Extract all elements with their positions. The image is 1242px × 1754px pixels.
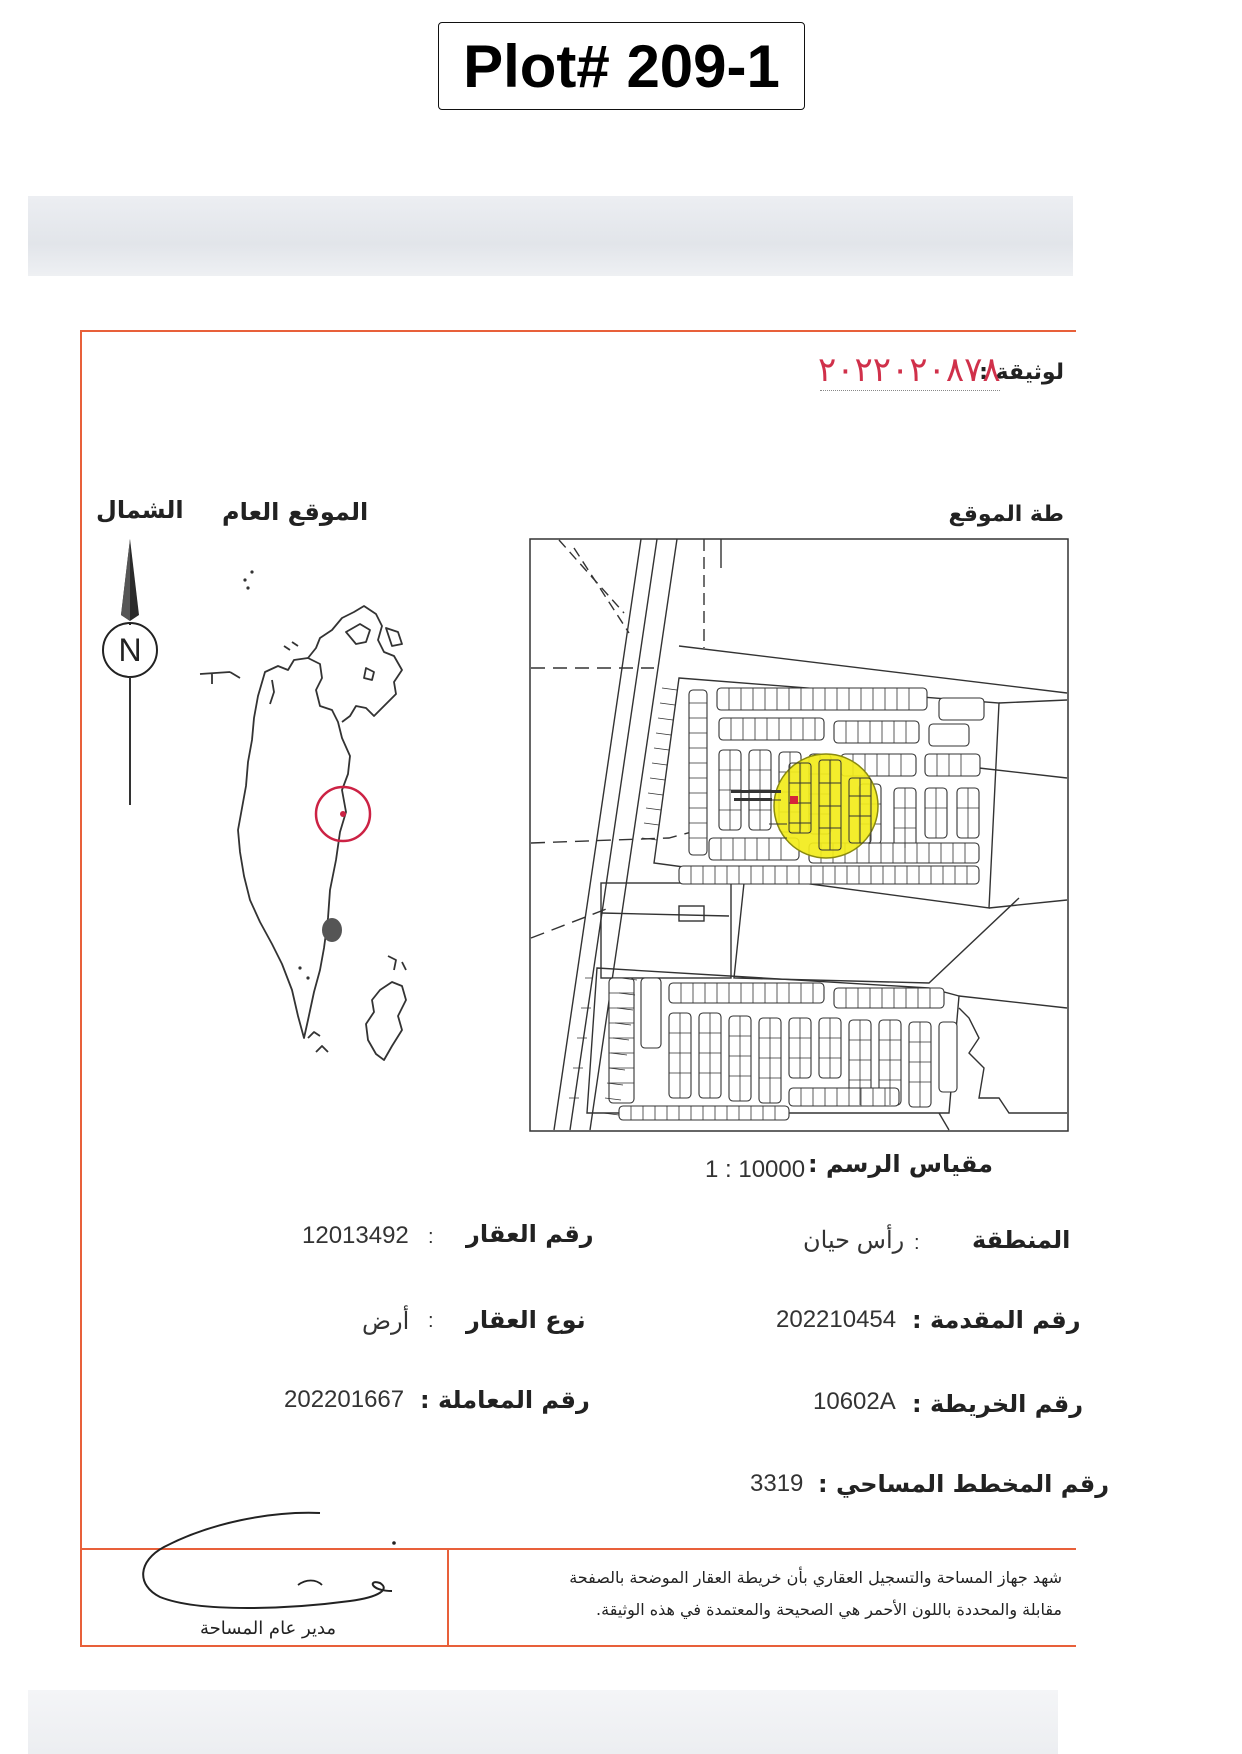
signatory-title: مدير عام المساحة [200, 1618, 337, 1639]
certification-line-1: شهد جهاز المساحة والتسجيل العقاري بأن خريطة العقار الموضحة بالصفحة [569, 1568, 1062, 1587]
survey-plan-label: رقم المخطط المساحي : [818, 1470, 1110, 1498]
site-location-map [529, 538, 1069, 1132]
survey-plan-value: 3319 [750, 1470, 804, 1497]
frame-footer-divider [447, 1548, 449, 1647]
frame-bottom-line [80, 1645, 1076, 1647]
north-arrow-icon [95, 535, 165, 810]
scan-shadow-band-bottom [28, 1690, 1058, 1754]
transaction-number-value: 202201667 [284, 1386, 405, 1413]
area-colon: : [914, 1232, 920, 1254]
property-number-value: 12013492 [302, 1222, 409, 1249]
application-number-label: رقم المقدمة : [912, 1306, 1081, 1334]
scale-value: 1 : 10000 [705, 1156, 806, 1183]
application-number-value: 202210454 [776, 1306, 897, 1333]
general-location-map [170, 560, 470, 1100]
doc-number-label: لوثيقة : [979, 360, 1064, 385]
signature-image [130, 1505, 420, 1615]
property-type-value: أرض [362, 1308, 410, 1335]
property-number-label: رقم العقار [466, 1220, 594, 1248]
certification-line-2: مقابلة والمحددة باللون الأحمر هي الصحيحة والمعتمدة في هذه الوثيقة. [596, 1600, 1062, 1619]
transaction-number-label: رقم المعاملة : [420, 1386, 590, 1414]
property-type-label: نوع العقار [466, 1306, 586, 1334]
property-number-colon: : [428, 1226, 434, 1248]
scale-label: مقياس الرسم : [808, 1150, 993, 1178]
map-number-value: 10602A [813, 1388, 896, 1415]
frame-left-line [80, 330, 82, 1647]
scan-shadow-band [28, 196, 1073, 276]
doc-number-dotted-line [820, 390, 1000, 391]
property-type-colon: : [428, 1310, 434, 1332]
north-letter: N [118, 632, 142, 668]
plot-title: Plot# 209-1 [438, 22, 805, 110]
north-label: الشمال [96, 496, 184, 524]
area-label: المنطقة [972, 1226, 1071, 1254]
site-map-label: طة الموقع [948, 502, 1064, 527]
general-location-label: الموقع العام [222, 498, 369, 526]
frame-top-line [80, 330, 1076, 332]
map-number-label: رقم الخريطة : [912, 1390, 1084, 1418]
area-value: رأس حيان [803, 1227, 905, 1254]
doc-number-handwritten: ٢٠٢٢٠٢٠٨٧٨ [818, 350, 1001, 390]
